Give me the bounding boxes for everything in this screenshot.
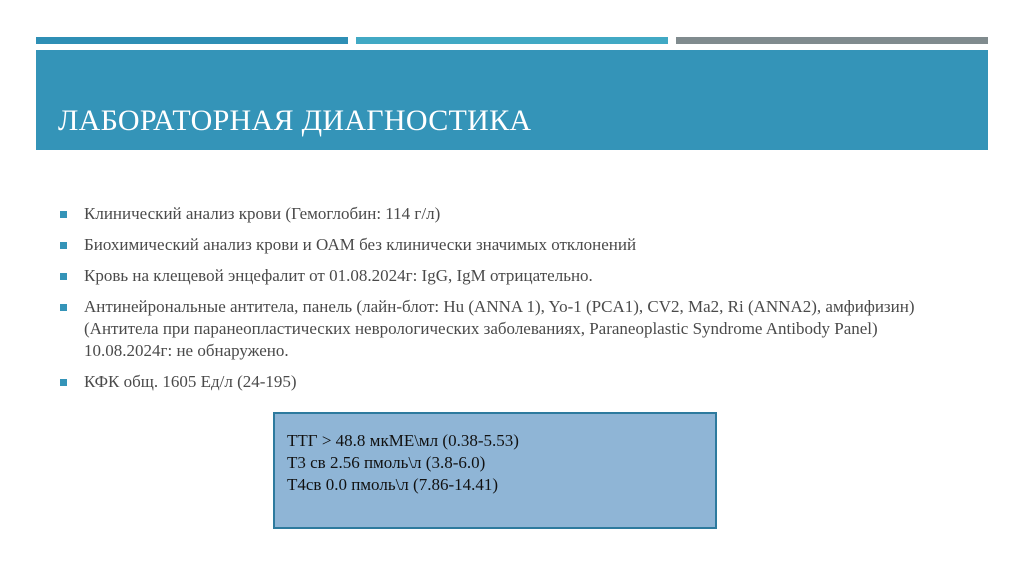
bullet-item bbox=[60, 265, 960, 287]
top-accent-bar-3 bbox=[676, 37, 988, 44]
lab-line-tsh: ТТГ > 48.8 мкМЕ\мл (0.38-5.53) bbox=[287, 431, 519, 450]
bullet-text: КФК общ. 1605 Ед/л (24-195) bbox=[84, 372, 297, 391]
thyroid-lab-results-box bbox=[273, 412, 717, 529]
bullet-text: Антинейрональные антитела, панель (лайн-блот: Hu (ANNA 1), Yo-1 (PCA1), CV2, Ma2, Ri (ANNA2), амфифизин) (Антитела при паранеопластических неврологических заболеваниях, Paraneoplastic Syndrome Antibody Panel) 10.08.2024г: не обнаружено. bbox=[84, 297, 915, 360]
title-band bbox=[36, 50, 988, 150]
square-bullet-icon bbox=[60, 304, 67, 311]
lab-line-t3: Т3 св 2.56 пмоль\л (3.8-6.0) bbox=[287, 453, 486, 472]
bullet-text: Клинический анализ крови (Гемоглобин: 114 г/л) bbox=[84, 204, 441, 223]
square-bullet-icon bbox=[60, 379, 67, 386]
square-bullet-icon bbox=[60, 242, 67, 249]
bullet-item bbox=[60, 203, 960, 225]
bullet-text: Биохимический анализ крови и ОАМ без клинически значимых отклонений bbox=[84, 235, 637, 254]
top-accent-bar-1 bbox=[36, 37, 348, 44]
bullet-text: Кровь на клещевой энцефалит от 01.08.2024г: IgG, IgM отрицательно. bbox=[84, 266, 593, 285]
top-accent-bar-2 bbox=[356, 37, 668, 44]
bullet-item bbox=[60, 371, 960, 393]
square-bullet-icon bbox=[60, 211, 67, 218]
bullet-item bbox=[60, 296, 960, 362]
bullet-item bbox=[60, 234, 960, 256]
bullet-list bbox=[60, 203, 960, 402]
square-bullet-icon bbox=[60, 273, 67, 280]
slide-title: ЛАБОРАТОРНАЯ ДИАГНОСТИКА bbox=[58, 104, 532, 137]
lab-line-t4: Т4св 0.0 пмоль\л (7.86-14.41) bbox=[287, 475, 499, 494]
